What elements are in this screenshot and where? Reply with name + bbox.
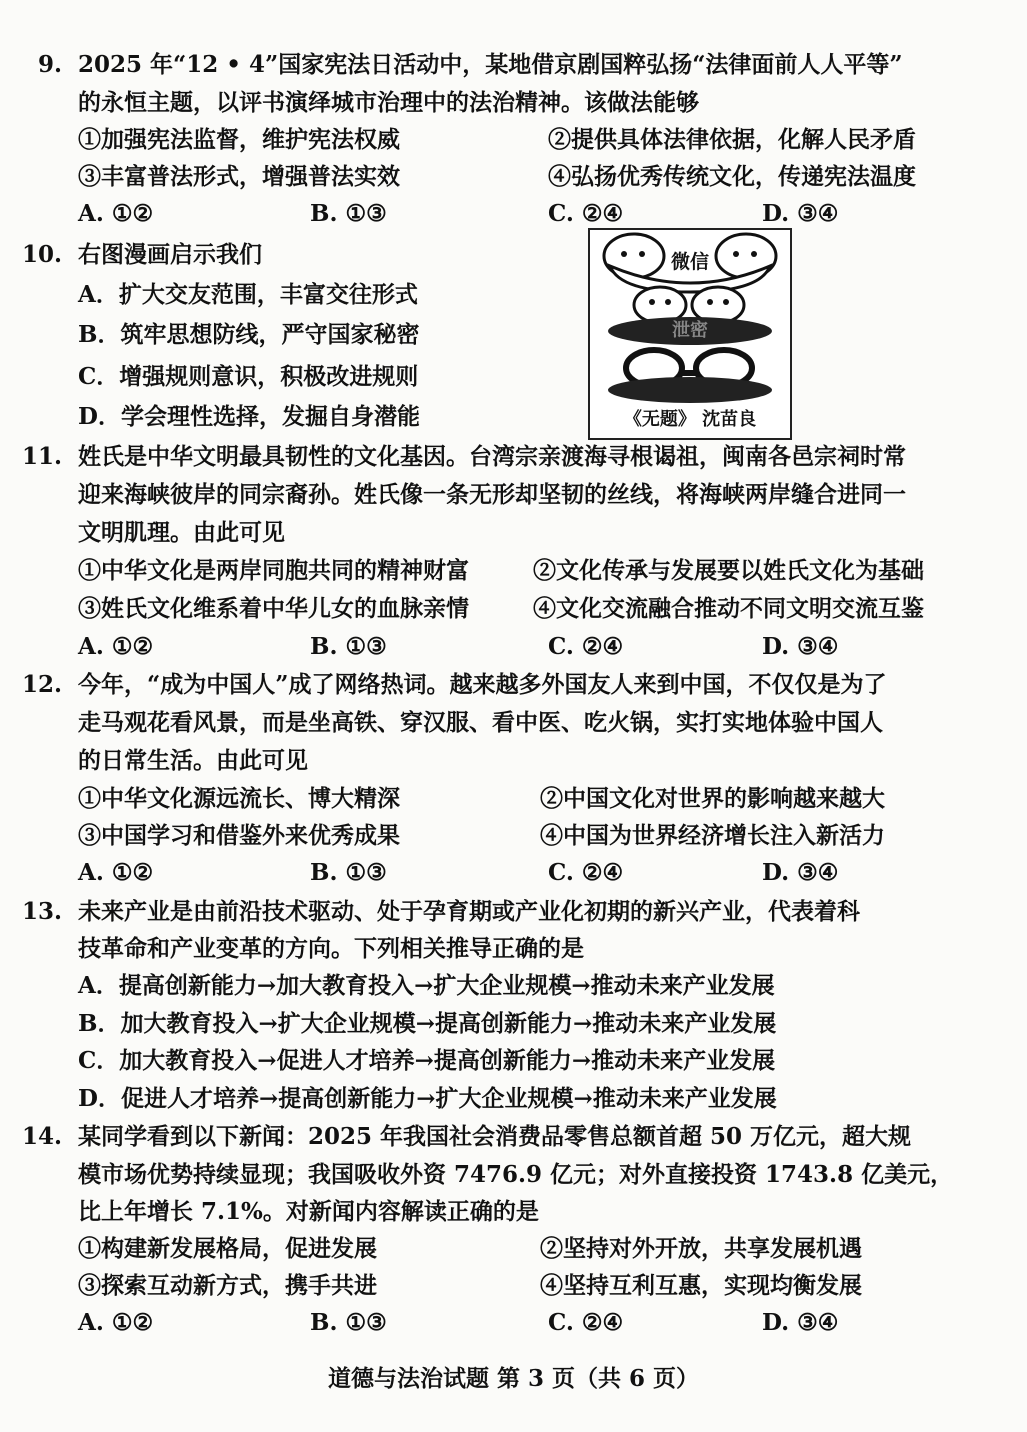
choice-d[interactable]: D. ③④ — [762, 859, 839, 886]
page-footer: 道德与法治试题 第 3 页（共 6 页） — [327, 1365, 700, 1392]
choice-b[interactable]: B. ①③ — [310, 859, 387, 886]
question-stem-line: 走马观花看风景，而是坐高铁、穿汉服、看中医、吃火锅，实打实地体验中国人 — [78, 709, 883, 736]
choice-a[interactable]: A. ①② — [78, 200, 154, 227]
question-stem-line: 的永恒主题，以评书演绎城市治理中的法治精神。该做法能够 — [78, 89, 699, 116]
statement-3: ③姓氏文化维系着中华儿女的血脉亲情 — [78, 595, 469, 622]
question-stem-line: 技革命和产业变革的方向。下列相关推导正确的是 — [78, 935, 584, 962]
statement-2: ②中国文化对世界的影响越来越大 — [540, 785, 885, 812]
statement-1: ①加强宪法监督，维护宪法权威 — [78, 126, 400, 153]
choice-d[interactable]: D．学会理性选择，发掘自身潜能 — [78, 403, 420, 430]
choice-b[interactable]: B．加大教育投入→扩大企业规模→提高创新能力→推动未来产业发展 — [78, 1010, 777, 1037]
question-number: 13. — [22, 898, 63, 925]
statement-3: ③丰富普法形式，增强普法实效 — [78, 163, 400, 190]
question-stem-line: 今年，“成为中国人”成了网络热词。越来越多外国友人来到中国，不仅仅是为了 — [78, 671, 887, 698]
question-stem-line: 文明肌理。由此可见 — [78, 519, 285, 546]
statement-1: ①中华文化是两岸同胞共同的精神财富 — [78, 557, 469, 584]
choice-c[interactable]: C．加大教育投入→促进人才培养→提高创新能力→推动未来产业发展 — [78, 1047, 776, 1074]
choice-d[interactable]: D. ③④ — [762, 1309, 839, 1336]
choice-c[interactable]: C. ②④ — [548, 200, 624, 227]
question-stem-line: 某同学看到以下新闻：2025 年我国社会消费品零售总额首超 50 万亿元，超大规 — [78, 1123, 912, 1150]
statement-3: ③探索互动新方式，携手共进 — [78, 1272, 377, 1299]
cartoon-label-wechat: 微信 — [670, 251, 709, 273]
choice-c[interactable]: C. ②④ — [548, 859, 624, 886]
statement-1: ①构建新发展格局，促进发展 — [78, 1235, 377, 1262]
choice-d[interactable]: D. ③④ — [762, 200, 839, 227]
question-stem-line: 的日常生活。由此可见 — [78, 747, 308, 774]
choice-a[interactable]: A. ①② — [78, 859, 154, 886]
statement-4: ④文化交流融合推动不同文明交流互鉴 — [533, 595, 924, 622]
question-number: 14. — [22, 1123, 63, 1150]
statement-4: ④弘扬优秀传统文化，传递宪法温度 — [548, 163, 916, 190]
choice-b[interactable]: B. ①③ — [310, 200, 387, 227]
statement-2: ②文化传承与发展要以姓氏文化为基础 — [533, 557, 924, 584]
choice-d[interactable]: D. ③④ — [762, 633, 839, 660]
choice-a[interactable]: A．扩大交友范围，丰富交往形式 — [78, 281, 418, 308]
choice-b[interactable]: B. ①③ — [310, 1309, 387, 1336]
choice-a[interactable]: A. ①② — [78, 633, 154, 660]
statement-1: ①中华文化源远流长、博大精深 — [78, 785, 400, 812]
choice-c[interactable]: C．增强规则意识，积极改进规则 — [78, 363, 419, 390]
question-stem-line: 2025 年“12 • 4”国家宪法日活动中，某地借京剧国粹弘扬“法律面前人人平等” — [78, 51, 903, 78]
choice-a[interactable]: A. ①② — [78, 1309, 154, 1336]
question-number: 9. — [38, 51, 63, 78]
cartoon-caption: 《无题》 沈苗良 — [623, 409, 757, 430]
choice-c[interactable]: C. ②④ — [548, 633, 624, 660]
cartoon-label-leak: 泄密 — [672, 320, 708, 341]
question-number: 10. — [22, 241, 63, 268]
question-stem-line: 姓氏是中华文明最具韧性的文化基因。台湾宗亲渡海寻根谒祖，闽南各邑宗祠时常 — [78, 443, 906, 470]
statement-2: ②提供具体法律依据，化解人民矛盾 — [548, 126, 916, 153]
choice-b[interactable]: B. ①③ — [310, 633, 387, 660]
question-stem-line: 未来产业是由前沿技术驱动、处于孕育期或产业化初期的新兴产业，代表着科 — [78, 898, 860, 925]
question-number: 12. — [22, 671, 63, 698]
question-stem-line: 模市场优势持续显现；我国吸收外资 7476.9 亿元；对外直接投资 1743.8 亿美元， — [78, 1161, 954, 1188]
statement-4: ④坚持互利互惠，实现均衡发展 — [540, 1272, 862, 1299]
statement-2: ②坚持对外开放，共享发展机遇 — [540, 1235, 862, 1262]
statement-3: ③中国学习和借鉴外来优秀成果 — [78, 822, 400, 849]
question-stem-line: 右图漫画启示我们 — [78, 241, 262, 268]
cartoon-image — [588, 228, 792, 440]
question-stem-line: 比上年增长 7.1%。对新闻内容解读正确的是 — [78, 1198, 539, 1225]
choice-b[interactable]: B．筑牢思想防线，严守国家秘密 — [78, 321, 420, 348]
choice-c[interactable]: C. ②④ — [548, 1309, 624, 1336]
statement-4: ④中国为世界经济增长注入新活力 — [540, 822, 885, 849]
question-number: 11. — [22, 443, 63, 470]
choice-d[interactable]: D．促进人才培养→提高创新能力→扩大企业规模→推动未来产业发展 — [78, 1085, 777, 1112]
question-stem-line: 迎来海峡彼岸的同宗裔孙。姓氏像一条无形却坚韧的丝线，将海峡两岸缝合进同一 — [78, 481, 906, 508]
choice-a[interactable]: A．提高创新能力→加大教育投入→扩大企业规模→推动未来产业发展 — [78, 972, 775, 999]
